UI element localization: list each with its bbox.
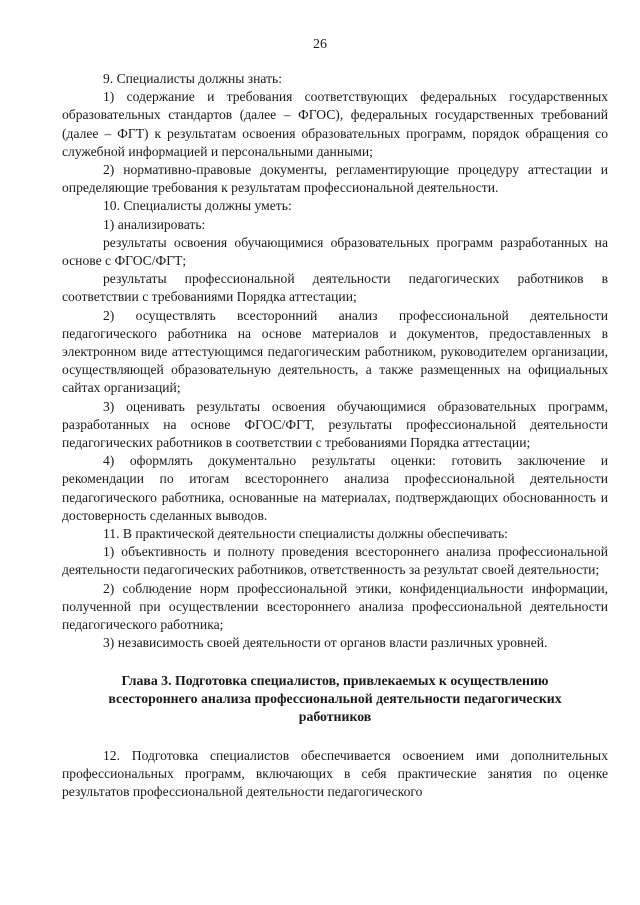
paragraph-12: 12. Подготовка специалистов обеспечивается освоением ими дополнительных профессиональных программ, включающих в себя практические занятия по оценке результатов профессиональной деятельности педагогического xyxy=(62,747,608,800)
paragraph-10-item-1a: результаты освоения обучающимися образовательных программ разработанных на основе с ФГОС/ФГТ; xyxy=(62,234,608,269)
page-number: 26 xyxy=(313,37,327,52)
paragraph-10-heading: 10. Специалисты должны уметь: xyxy=(103,198,292,214)
paragraph-9-heading: 9. Специалисты должны знать: xyxy=(103,71,282,86)
chapter-heading: Глава 3. Подготовка специалистов, привлекаемых к осуществлению всестороннего анализа профессиональной деятельности педагогических работников xyxy=(108,672,562,725)
document-body xyxy=(62,70,608,801)
paragraph-10-item-1b: результаты профессиональной деятельности педагогических работников в соответствии с требованиями Порядка аттестации; xyxy=(62,271,608,305)
paragraph-11-heading: 11. В практической деятельности специалисты должны обеспечивать: xyxy=(103,526,508,542)
paragraph-10-item-1: 1) анализировать: xyxy=(103,216,206,232)
paragraph-10-item-2: 2) осуществлять всесторонний анализ профессиональной деятельности педагогического работника на основе материалов и документов, предоставленных в электронном виде аттестующимся педагогическим работником, руководителем организации, осуществляющей образовательную деятельность, а также размещенных на официальных сайтах организаций; xyxy=(62,307,608,396)
paragraph-10-item-3: 3) оценивать результаты освоения обучающимися образовательных программ, разработанных на основе ФГОС/ФГТ, результаты профессиональной деятельности педагогических работников в соответствии с требованиями Порядка аттестации; xyxy=(62,398,608,451)
paragraph-10-item-4: 4) оформлять документально результаты оценки: готовить заключение и рекомендации по итогам всестороннего анализа профессиональной деятельности педагогического работника, основанные на материалах, подтверждающих обоснованность и достоверность сделанных выводов. xyxy=(62,453,608,523)
paragraph-9-item-2: 2) нормативно-правовые документы, регламентирующие процедуру аттестации и определяющие требования к результатам профессиональной деятельности. xyxy=(62,162,608,196)
paragraph-11-item-1: 1) объективность и полноту проведения всестороннего анализа профессиональной деятельности педагогических работников, ответственность за результат своей деятельности; xyxy=(62,544,608,578)
paragraph-11-item-2: 2) соблюдение норм профессиональной этики, конфиденциальности информации, полученной при осуществлении всестороннего анализа профессиональной деятельности педагогического работника; xyxy=(62,580,608,633)
paragraph-11-item-3: 3) независимость своей деятельности от органов власти различных уровней. xyxy=(103,635,548,651)
paragraph-9-item-1: 1) содержание и требования соответствующих федеральных государственных образовательных стандартов (далее – ФГОС), федеральных государственных требований (далее – ФГТ) к результатам освоения образовательных программ, порядок обращения со служебной информацией и персональными данными; xyxy=(62,89,608,159)
